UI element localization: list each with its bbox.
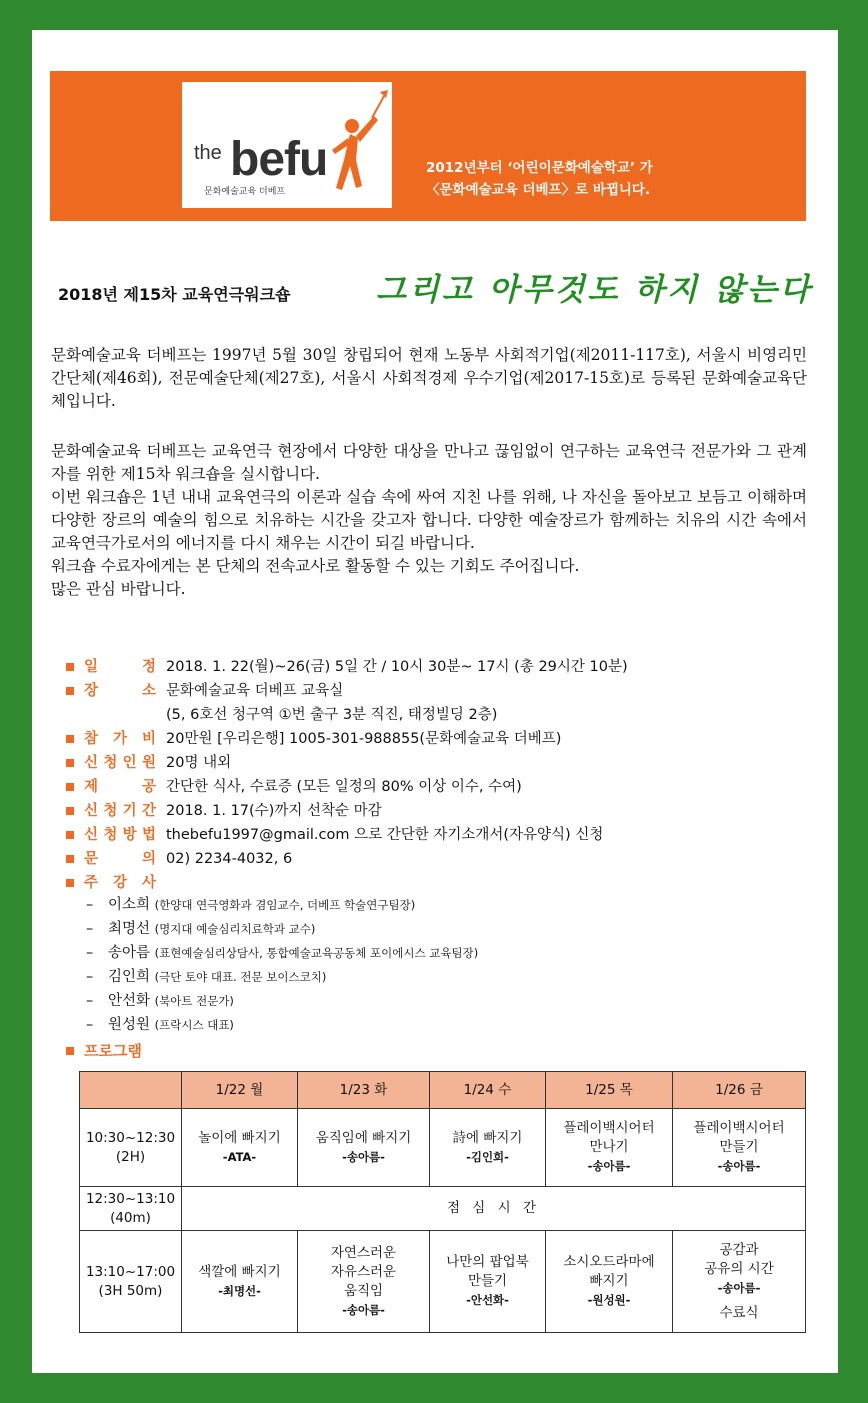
time-cell: 12:30~13:10 (40m) — [80, 1187, 182, 1231]
info-value: 문화예술교육 더베프 교육실 — [166, 683, 344, 699]
banner-notice — [426, 157, 653, 201]
speaker-item: – 안선화 (북아트 전문가) — [86, 993, 234, 1009]
info-value: 간단한 식사, 수료증 (모든 일정의 80% 이상 이수, 수여) — [166, 779, 522, 795]
info-row — [66, 871, 806, 895]
speaker-role: (북아트 전문가) — [154, 994, 234, 1008]
square-bullet-icon — [66, 759, 74, 767]
session-cell: 공감과 공유의 시간 -송아름- 수료식 — [673, 1231, 806, 1333]
speaker-item: – 송아름 (표현예술심리상담사, 통합예술교육공동체 포이에시스 교육팀장) — [86, 945, 479, 961]
intro-paragraph-1 — [51, 344, 807, 413]
info-row — [66, 847, 806, 871]
workshop-title: 2018년 제15차 교육연극워크숍 — [58, 285, 291, 304]
speaker-name: 이소희 — [108, 897, 151, 913]
intro-text-2: 문화예술교육 더베프는 교육연극 현장에서 다양한 대상을 만나고 끊임없이 연구하는 교육연극 전문가와 그 관계자를 위한 제15차 워크숍을 실시합니다. — [51, 442, 807, 483]
speaker-item: – 원성원 (프락시스 대표) — [86, 1017, 234, 1033]
program-heading: 프로그램 — [66, 1040, 142, 1061]
info-row — [66, 727, 806, 751]
session-cell: 색깔에 빠지기 -최명선- — [182, 1231, 298, 1333]
info-value-cont: (5, 6호선 청구역 ①번 출구 3분 직진, 태정빌딩 2층) — [166, 707, 498, 723]
square-bullet-icon — [66, 855, 74, 863]
intro-text-4: 워크숍 수료자에게는 본 단체의 전속교사로 활동할 수 있는 기회도 주어집니다. — [51, 557, 580, 575]
intro-text-1: 문화예술교육 더베프는 1997년 5월 30일 창립되어 현재 노동부 사회적기업(제2011-117호), 서울시 비영리민간단체(제46회), 전문예술단체(제27호), 서울시 사회적경제 우수기업(제2017-15호)로 등록된 문화예술교육단체입니다. — [51, 346, 807, 410]
info-label: 제 공 — [84, 779, 156, 795]
info-row — [66, 799, 806, 823]
speaker-role: (한양대 연극영화과 겸임교수, 더베프 학술연구팀장) — [154, 898, 416, 912]
logo-befu: befu — [230, 133, 328, 186]
speaker-item: – 김인희 (극단 토야 대표. 전문 보이스코치) — [86, 969, 327, 985]
schedule-table — [79, 1071, 806, 1333]
banner-line-2: 〈문화예술교육 더베프〉로 바뀝니다. — [426, 182, 651, 198]
table-row — [80, 1187, 806, 1231]
session-cell: 자연스러운 자유스러운 움직임 -송아름- — [298, 1231, 430, 1333]
speaker-role: (프락시스 대표) — [154, 1018, 234, 1032]
speaker-role: (극단 토야 대표. 전문 보이스코치) — [154, 970, 327, 984]
speaker-name: 안선화 — [108, 993, 151, 1009]
session-cell: 나만의 팝업북 만들기 -안선화- — [430, 1231, 546, 1333]
square-bullet-icon — [66, 687, 74, 695]
session-cell: 플레이백시어터 만나기 -송아름- — [546, 1109, 673, 1187]
info-value: 2018. 1. 17(수)까지 선착순 마감 — [166, 803, 382, 819]
day-header: 1/22 월 — [182, 1072, 298, 1109]
info-row — [66, 775, 806, 799]
thebefu-logo — [182, 82, 392, 208]
info-list — [66, 655, 806, 895]
logo-subtitle: 문화예술교육 더베프 — [204, 187, 286, 197]
speaker-name: 송아름 — [108, 945, 151, 961]
session-cell: 놀이에 빠지기 -ATA- — [182, 1109, 298, 1187]
speaker-name: 최명선 — [108, 921, 151, 937]
table-row — [80, 1231, 806, 1333]
info-value: 20명 내외 — [166, 755, 232, 771]
info-row-continued — [66, 703, 806, 727]
info-value: thebefu1997@gmail.com 으로 간단한 자기소개서(자유양식) 신청 — [166, 827, 604, 843]
square-bullet-icon — [66, 807, 74, 815]
intro-text-5: 많은 관심 바랍니다. — [51, 580, 186, 598]
info-row — [66, 823, 806, 847]
speaker-name: 김인희 — [108, 969, 151, 985]
session-cell: 詩에 빠지기 -김인희- — [430, 1109, 546, 1187]
square-bullet-icon — [66, 735, 74, 743]
workshop-subtitle: 그리고 아무것도 하지 않는다 — [376, 272, 813, 308]
info-label: 일 정 — [84, 659, 156, 675]
logo-the: the — [194, 142, 222, 164]
speaker-role: (명지대 예술심리치료학과 교수) — [154, 922, 316, 936]
info-label: 신 청 방 법 — [84, 827, 156, 843]
session-cell: 움직임에 빠지기 -송아름- — [298, 1109, 430, 1187]
info-row — [66, 655, 806, 679]
day-header: 1/26 금 — [673, 1072, 806, 1109]
lunch-cell: 점 심 시 간 — [182, 1187, 806, 1231]
info-value: 20만원 [우리은행] 1005-301-988855(문화예술교육 더베프) — [166, 731, 562, 747]
header-banner — [50, 71, 806, 221]
corner-cell — [80, 1072, 182, 1109]
banner-line-1: 2012년부터 ‘어린이문화예술학교’ 가 — [426, 160, 653, 176]
info-value: 02) 2234-4032, 6 — [166, 851, 293, 867]
info-label: 주 강 사 — [84, 875, 156, 891]
square-bullet-icon — [66, 879, 74, 887]
speaker-item: – 최명선 (명지대 예술심리치료학과 교수) — [86, 921, 316, 937]
time-cell: 13:10~17:00 (3H 50m) — [80, 1231, 182, 1333]
info-label: 장 소 — [84, 683, 156, 699]
info-row — [66, 751, 806, 775]
intro-paragraph-2 — [51, 440, 807, 601]
intro-text-3: 이번 워크숍은 1년 내내 교육연극의 이론과 실습 속에 싸여 지친 나를 위해, 나 자신을 돌아보고 보듬고 이해하며 다양한 장르의 예술의 힘으로 치유하는 시간을 갖고자 합니다. 다양한 예술장르가 함께하는 치유의 시간 속에서 교육연극가로서의 에너지를 다시 채우는 시간이 되길 바랍니다. — [51, 488, 807, 552]
square-bullet-icon — [66, 831, 74, 839]
info-label: 참 가 비 — [84, 731, 156, 747]
info-label: 신 청 기 간 — [84, 803, 156, 819]
speaker-role: (표현예술심리상담사, 통합예술교육공동체 포이에시스 교육팀장) — [154, 946, 479, 960]
day-header: 1/23 화 — [298, 1072, 430, 1109]
title-row — [58, 262, 818, 306]
session-cell: 소시오드라마에 빠지기 -원성원- — [546, 1231, 673, 1333]
day-header: 1/24 수 — [430, 1072, 546, 1109]
info-value: 2018. 1. 22(월)~26(금) 5일 간 / 10시 30분~ 17시 (총 29시간 10분) — [166, 659, 628, 675]
speaker-list — [86, 893, 478, 1037]
table-row — [80, 1109, 806, 1187]
speaker-name: 원성원 — [108, 1017, 151, 1033]
square-bullet-icon — [66, 783, 74, 791]
day-header: 1/25 목 — [546, 1072, 673, 1109]
speaker-item: – 이소희 (한양대 연극영화과 겸임교수, 더베프 학술연구팀장) — [86, 897, 416, 913]
running-figure-icon — [322, 88, 392, 206]
square-bullet-icon — [66, 1047, 74, 1055]
info-label: 신 청 인 원 — [84, 755, 156, 771]
time-cell: 10:30~12:30 (2H) — [80, 1109, 182, 1187]
info-label: 문 의 — [84, 851, 156, 867]
session-cell: 플레이백시어터 만들기 -송아름- — [673, 1109, 806, 1187]
table-header-row — [80, 1072, 806, 1109]
square-bullet-icon — [66, 663, 74, 671]
info-row — [66, 679, 806, 703]
